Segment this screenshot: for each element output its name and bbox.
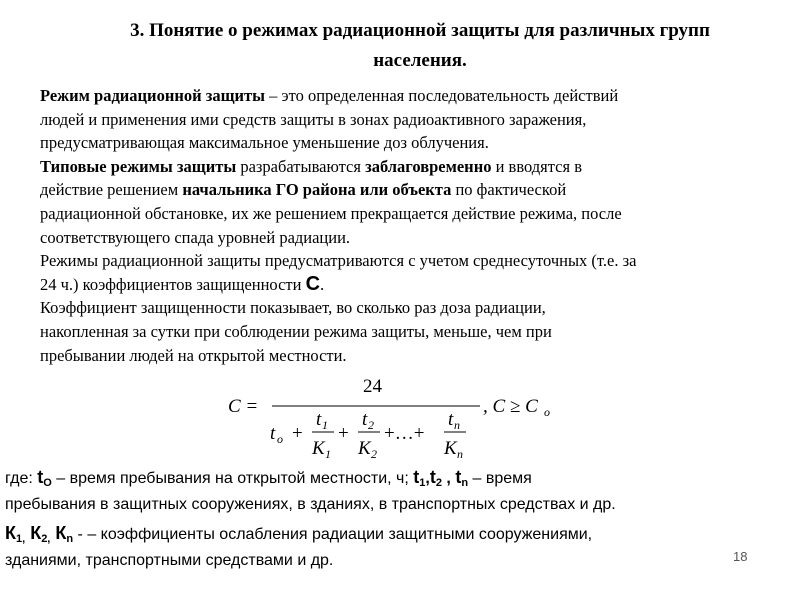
svg-text:t: t [316,409,322,430]
slide-title [60,16,780,76]
svg-text:1: 1 [325,447,331,461]
svg-text:1: 1 [322,418,328,432]
formula-condition: , C ≥ C [483,396,538,417]
svg-text:+: + [338,423,349,444]
term-radiation-regime: Режим радиационной защиты [40,86,266,105]
svg-text:n: n [454,418,460,432]
svg-text:o: o [544,405,550,419]
svg-text:2: 2 [368,418,374,432]
svg-text:+…+: +…+ [384,423,425,444]
svg-text:o: o [277,432,283,446]
svg-text:+: + [292,423,303,444]
paragraph-coefficients: Режимы радиационной защиты предусматриваются с учетом среднесуточных (т.е. за [40,251,637,271]
paragraph-explanation: Коэффициент защищенности показывает, во сколько раз доза радиации, [40,298,546,318]
title-line-1: 3. Понятие о режимах радиационной защиты для различных групп [130,20,710,41]
svg-text:n: n [457,447,463,461]
svg-text:K: K [358,438,371,459]
main-text: Режим радиационной защиты – это определенная последовательность действий людей и применения ими средств защиты в зонах радиоактивного заражения, предусматривающая максимальное уменьшение доз облучения. Типовые режимы защиты разрабатываются заблаговременно и вводятся в действие решением начальника ГО района или объекта по фактической радиационной обстановке, их же решением прекращается действие режима, после соответствующего спада уровней радиации. Режимы радиационной защиты предусматриваются с учетом среднесуточных (т.е. за 24 ч.) коэффициентов защищенности С. Коэффициент защищенности показывает, во сколько раз доза радиации, накопленная за сутки при соблюдении режима защиты, меньше, чем при пребывании людей на открытой местности. [40,84,770,367]
paragraph-definition: Режим радиационной защиты – это определенная последовательность действий [40,86,619,105]
svg-text:t: t [270,423,276,444]
svg-text:K: K [312,438,325,459]
paragraph-typical-regimes: Типовые режимы защиты разрабатываются заблаговременно и вводятся в [40,156,583,176]
where-block: где: $t_O$ – время пребывания на открытой местности, ч; $t_1,t_2$ , $t_n$ – время пребывания в защитных сооружениях, в зданиях, в транспортных средствах и др. [5,467,616,513]
formula-numerator: 24 [363,376,382,397]
k-coefficients-block: $К_{1,}$ $К_{2,}$ $К_n$ - – коэффициенты ослабления радиации защитными сооружениями, зданиями, транспортными средствами и др. [5,523,593,569]
svg-text:t: t [448,409,454,430]
coefficient-symbol: С [305,272,321,295]
page-number: 18 [733,549,748,564]
svg-text:t: t [362,409,368,430]
svg-text:2: 2 [371,447,377,461]
protection-coefficient-formula [228,372,568,462]
title-line-2: населения. [373,50,467,71]
svg-text:K: K [444,438,457,459]
formula-lhs: C = [228,396,259,417]
